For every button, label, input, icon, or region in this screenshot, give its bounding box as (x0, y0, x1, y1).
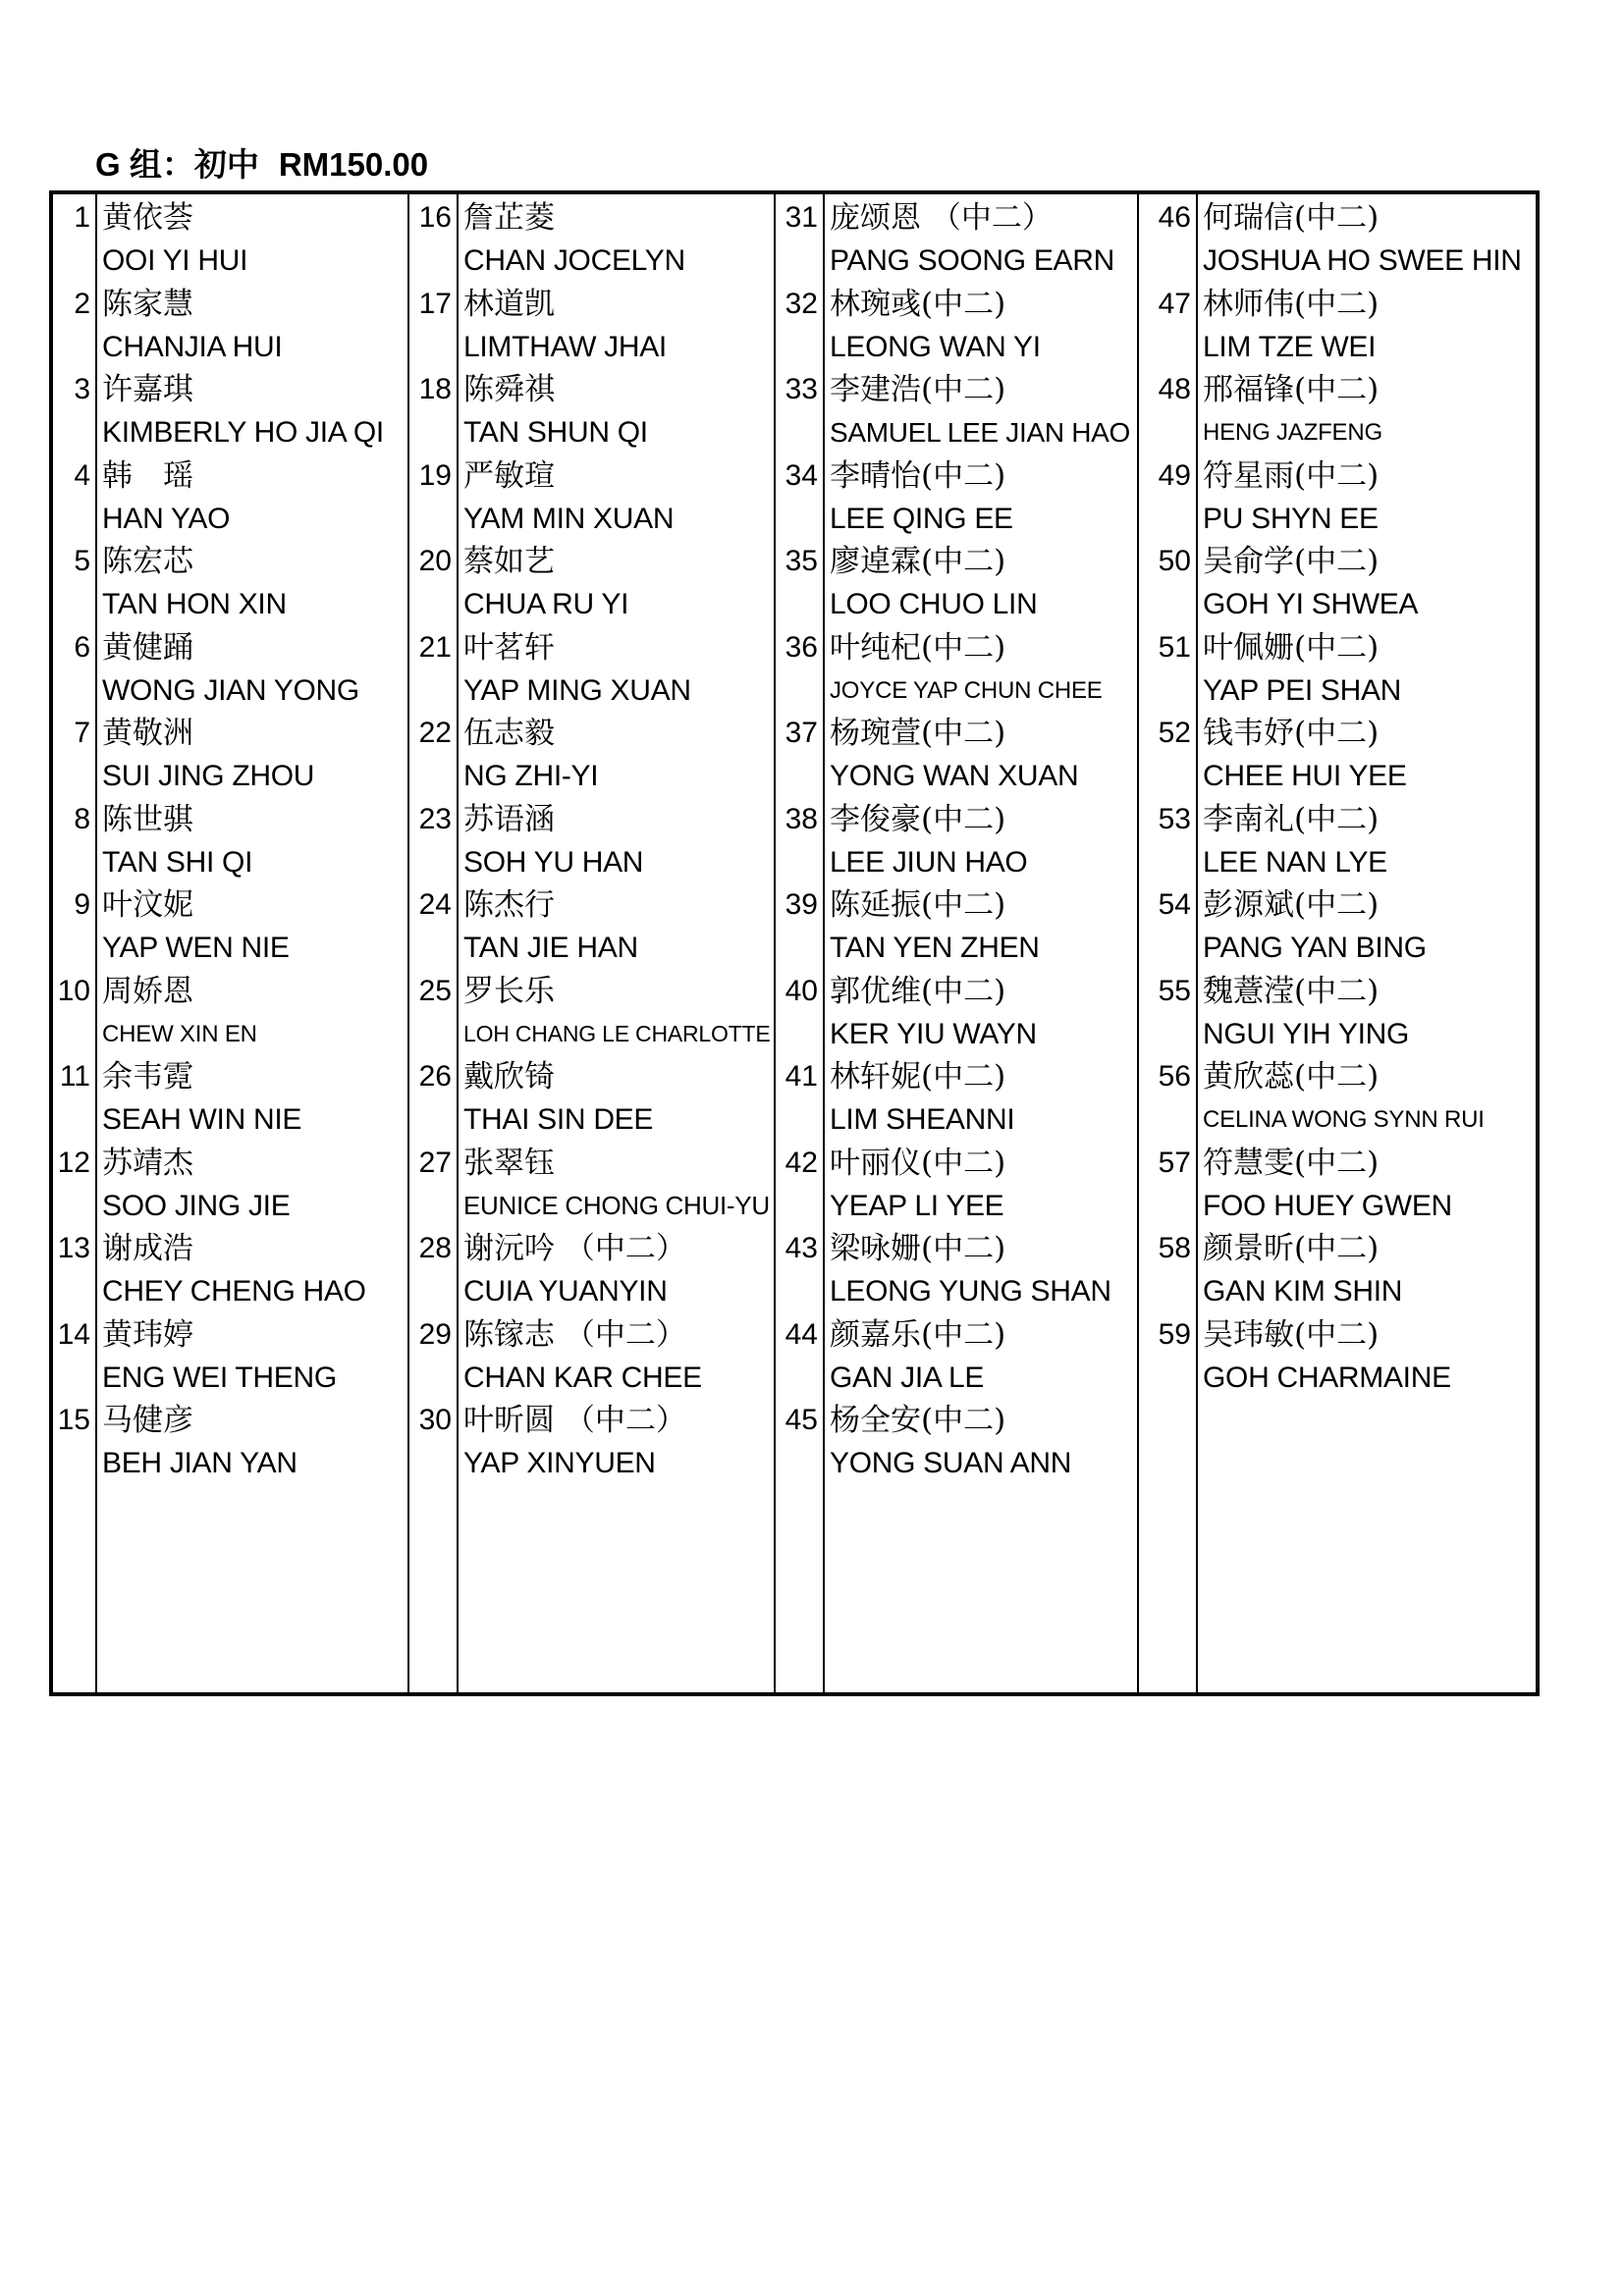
english-name: EUNICE CHONG CHUI-YU (463, 1190, 770, 1220)
list-item (102, 1142, 407, 1228)
list-item (1203, 368, 1536, 454)
list-item (1203, 712, 1536, 798)
chinese-name: 叶汶妮 (102, 887, 193, 923)
entry-number: 29 (418, 1317, 452, 1351)
english-name: WONG JIAN YONG (102, 673, 359, 707)
list-item (102, 1313, 407, 1400)
entry-number: 59 (1158, 1317, 1191, 1351)
chinese-name: 符星雨(中二) (1203, 457, 1380, 494)
list-item (830, 1399, 1137, 1485)
list-item (830, 368, 1137, 454)
english-name: TAN YEN ZHEN (830, 932, 1040, 964)
list-item (830, 798, 1137, 884)
english-name: JOSHUA HO SWEE HIN (1203, 244, 1522, 277)
chinese-name: 蔡如艺 (463, 544, 555, 579)
list-item (102, 283, 407, 369)
english-name: LEE JIUN HAO (830, 845, 1028, 879)
chinese-name: 李晴怡(中二) (830, 457, 1006, 494)
chinese-name: 吴俞学(中二) (1203, 544, 1380, 579)
english-name: GAN JIA LE (830, 1361, 985, 1394)
english-name: YAP MING XUAN (463, 673, 691, 707)
english-name: HAN YAO (102, 502, 231, 535)
chinese-name: 韩 瑶 (102, 457, 193, 494)
list-item (463, 798, 774, 884)
list-item (463, 540, 774, 626)
chinese-name: 颜景昕(中二) (1203, 1231, 1380, 1266)
roster-column-2 (409, 194, 776, 1692)
list-item (102, 1055, 407, 1142)
chinese-name: 李建浩(中二) (830, 372, 1006, 407)
name-column (825, 194, 1137, 1692)
group-label: G 组：初中 (95, 146, 259, 183)
list-item (1203, 798, 1536, 884)
entry-number: 10 (57, 974, 90, 1007)
entry-number: 18 (418, 373, 452, 405)
chinese-name: 黄敬洲 (102, 716, 193, 751)
chinese-name: 谢沅吟 （中二） (463, 1231, 686, 1266)
entry-number: 36 (785, 630, 818, 664)
list-item (102, 1399, 407, 1485)
chinese-name: 苏语涵 (463, 801, 555, 837)
chinese-name: 严敏瑄 (463, 457, 555, 494)
chinese-name: 李俊豪(中二) (830, 801, 1006, 837)
chinese-name: 苏靖杰 (102, 1145, 193, 1181)
prize-amount: RM150.00 (278, 146, 429, 183)
chinese-name: 马健彦 (102, 1403, 193, 1438)
english-name: GOH CHARMAINE (1203, 1361, 1451, 1394)
chinese-name: 叶佩姗(中二) (1203, 629, 1380, 666)
entry-number: 34 (785, 458, 818, 492)
entry-number: 32 (785, 287, 818, 320)
english-name: TAN HON XIN (102, 588, 287, 620)
chinese-name: 陈宏芯 (102, 544, 193, 579)
entry-number: 16 (418, 201, 452, 234)
entry-number: 38 (785, 802, 818, 835)
roster-column-1 (53, 194, 409, 1692)
entry-number: 6 (74, 630, 90, 664)
chinese-name: 伍志毅 (463, 716, 555, 751)
entry-number: 7 (74, 717, 90, 749)
chinese-name: 叶丽仪(中二) (830, 1145, 1006, 1181)
list-item (463, 196, 774, 283)
chinese-name: 林师伟(中二) (1203, 286, 1380, 322)
list-item (102, 196, 407, 283)
entry-number: 22 (418, 717, 452, 749)
page-title (95, 143, 428, 187)
chinese-name: 林琬彧(中二) (830, 286, 1006, 322)
english-name: THAI SIN DEE (463, 1103, 654, 1136)
list-item (463, 368, 774, 454)
english-name: KER YIU WAYN (830, 1017, 1037, 1050)
english-name: NG ZHI-YI (463, 760, 599, 792)
chinese-name: 陈舜祺 (463, 372, 555, 407)
entry-number: 25 (418, 974, 452, 1007)
entry-number: 58 (1158, 1232, 1191, 1264)
entry-number: 27 (418, 1146, 452, 1179)
english-name: YAP XINYUEN (463, 1447, 656, 1479)
list-item (830, 626, 1137, 713)
english-name: KIMBERLY HO JIA QI (102, 416, 384, 449)
entry-number: 57 (1158, 1146, 1191, 1179)
chinese-name: 余韦霓 (102, 1059, 193, 1095)
english-name: PU SHYN EE (1203, 502, 1379, 535)
english-name: CHAN KAR CHEE (463, 1361, 702, 1394)
english-name: CELINA WONG SYNN RUI (1203, 1106, 1485, 1133)
list-item (1203, 970, 1536, 1056)
english-name: GOH YI SHWEA (1203, 588, 1419, 620)
english-name: LEONG YUNG SHAN (830, 1275, 1111, 1308)
list-item (463, 283, 774, 369)
list-item (1203, 196, 1536, 283)
chinese-name: 陈世骐 (102, 801, 193, 837)
english-name: BEH JIAN YAN (102, 1447, 298, 1479)
list-item (830, 883, 1137, 970)
list-item (463, 454, 774, 541)
list-item (830, 1055, 1137, 1142)
chinese-name: 戴欣锜 (463, 1059, 555, 1095)
english-name: YEAP LI YEE (830, 1189, 1004, 1222)
entry-number: 37 (785, 717, 818, 749)
chinese-name: 钱韦妤(中二) (1203, 716, 1380, 751)
entry-number: 26 (418, 1060, 452, 1093)
entry-number: 3 (74, 373, 90, 405)
entry-number: 35 (785, 545, 818, 577)
english-name: CHANJIA HUI (102, 330, 283, 363)
chinese-name: 黄健踊 (102, 629, 193, 666)
entry-number: 43 (785, 1232, 818, 1264)
list-item (1203, 454, 1536, 541)
entry-number: 46 (1158, 201, 1191, 234)
entry-number: 51 (1158, 630, 1191, 664)
english-name: PANG YAN BING (1203, 932, 1427, 964)
list-item (463, 1227, 774, 1313)
list-item (830, 1142, 1137, 1228)
entry-number: 49 (1158, 458, 1191, 492)
english-name: SEAH WIN NIE (102, 1103, 302, 1136)
chinese-name: 彭源斌(中二) (1203, 887, 1380, 923)
entry-number: 42 (785, 1146, 818, 1179)
chinese-name: 林道凯 (463, 286, 555, 322)
list-item (102, 454, 407, 541)
list-item (830, 712, 1137, 798)
list-item (102, 970, 407, 1056)
english-name: CHEY CHENG HAO (102, 1275, 366, 1308)
english-name: PANG SOONG EARN (830, 244, 1114, 277)
english-name: LOO CHUO LIN (830, 588, 1038, 620)
number-column (776, 194, 825, 1692)
english-name: JOYCE YAP CHUN CHEE (830, 676, 1103, 704)
list-item (830, 196, 1137, 283)
chinese-name: 颜嘉乐(中二) (830, 1316, 1006, 1353)
entry-number: 28 (418, 1232, 452, 1264)
chinese-name: 林轩妮(中二) (830, 1059, 1006, 1095)
entry-number: 33 (785, 373, 818, 405)
english-name: LIMTHAW JHAI (463, 330, 667, 363)
list-item (830, 283, 1137, 369)
english-name: CUIA YUANYIN (463, 1275, 668, 1308)
english-name: CHEE HUI YEE (1203, 760, 1407, 792)
entry-number: 54 (1158, 888, 1191, 921)
list-item (463, 883, 774, 970)
entry-number: 21 (418, 630, 452, 664)
english-name: FOO HUEY GWEN (1203, 1189, 1452, 1222)
entry-number: 24 (418, 888, 452, 921)
entry-number: 55 (1158, 974, 1191, 1007)
list-item (830, 1313, 1137, 1400)
english-name: SOO JING JIE (102, 1189, 291, 1222)
english-name: LIM SHEANNI (830, 1103, 1015, 1136)
chinese-name: 李南礼(中二) (1203, 801, 1380, 837)
english-name: TAN JIE HAN (463, 932, 638, 964)
chinese-name: 詹芷菱 (463, 200, 555, 236)
entry-number: 41 (785, 1060, 818, 1093)
entry-number: 52 (1158, 717, 1191, 749)
list-item (1203, 1227, 1536, 1313)
entry-number: 48 (1158, 373, 1191, 405)
list-item (463, 1313, 774, 1400)
roster-column-4 (1139, 194, 1536, 1692)
chinese-name: 陈延振(中二) (830, 887, 1006, 923)
english-name: SOH YU HAN (463, 845, 644, 879)
list-item (102, 712, 407, 798)
english-name: CHUA RU YI (463, 588, 629, 620)
list-item (1203, 1055, 1536, 1142)
list-item (1203, 883, 1536, 970)
entry-number: 50 (1158, 545, 1191, 577)
entry-number: 19 (418, 458, 452, 492)
english-name: TAN SHUN QI (463, 416, 648, 449)
english-name: YONG WAN XUAN (830, 760, 1079, 792)
english-name: LIM TZE WEI (1203, 330, 1377, 363)
english-name: CHAN JOCELYN (463, 244, 685, 277)
list-item (830, 970, 1137, 1056)
list-item (102, 798, 407, 884)
entry-number: 39 (785, 888, 818, 921)
entry-number: 1 (74, 201, 90, 234)
list-item (463, 626, 774, 713)
entry-number: 31 (785, 201, 818, 234)
chinese-name: 叶茗轩 (463, 629, 555, 666)
roster-table (49, 190, 1540, 1696)
chinese-name: 郭优维(中二) (830, 973, 1006, 1009)
name-column (1198, 194, 1536, 1692)
english-name: LEONG WAN YI (830, 330, 1041, 363)
entry-number: 5 (74, 545, 90, 577)
list-item (1203, 283, 1536, 369)
entry-number: 40 (785, 974, 818, 1007)
chinese-name: 罗长乐 (463, 973, 555, 1009)
list-item (1203, 540, 1536, 626)
english-name: NGUI YIH YING (1203, 1017, 1410, 1050)
list-item (463, 1055, 774, 1142)
chinese-name: 黄玮婷 (102, 1316, 193, 1353)
english-name: SUI JING ZHOU (102, 760, 315, 792)
english-name: YAP WEN NIE (102, 932, 290, 964)
english-name: TAN SHI QI (102, 845, 253, 879)
list-item (102, 883, 407, 970)
list-item (102, 1227, 407, 1313)
chinese-name: 陈杰行 (463, 887, 555, 923)
chinese-name: 杨琬萱(中二) (830, 716, 1006, 751)
chinese-name: 陈家慧 (102, 286, 193, 322)
chinese-name: 黄依荟 (102, 200, 193, 236)
entry-number: 30 (418, 1404, 452, 1436)
roster-column-3 (776, 194, 1139, 1692)
list-item (463, 1142, 774, 1228)
list-item (1203, 626, 1536, 713)
entry-number: 20 (418, 545, 452, 577)
chinese-name: 叶昕圆 （中二） (463, 1403, 686, 1438)
entry-number: 56 (1158, 1060, 1191, 1093)
entry-number: 4 (74, 458, 90, 492)
chinese-name: 何瑞信(中二) (1203, 200, 1380, 236)
english-name: HENG JAZFENG (1203, 419, 1382, 446)
chinese-name: 谢成浩 (102, 1231, 193, 1266)
list-item (463, 712, 774, 798)
entry-number: 17 (418, 287, 452, 320)
chinese-name: 许嘉琪 (102, 372, 193, 407)
entry-number: 15 (57, 1404, 90, 1436)
chinese-name: 魏薏滢(中二) (1203, 973, 1380, 1009)
chinese-name: 杨全安(中二) (830, 1403, 1006, 1438)
english-name: SAMUEL LEE JIAN HAO (830, 417, 1131, 448)
english-name: YAM MIN XUAN (463, 502, 675, 535)
number-column (53, 194, 97, 1692)
list-item (102, 540, 407, 626)
chinese-name: 符慧雯(中二) (1203, 1145, 1380, 1181)
list-item (463, 1399, 774, 1485)
entry-number: 53 (1158, 802, 1191, 835)
entry-number: 23 (418, 802, 452, 835)
list-item (463, 970, 774, 1056)
list-item (1203, 1142, 1536, 1228)
entry-number: 8 (74, 802, 90, 835)
entry-number: 44 (785, 1317, 818, 1351)
english-name: YONG SUAN ANN (830, 1447, 1072, 1479)
entry-number: 11 (59, 1060, 90, 1093)
chinese-name: 吴玮敏(中二) (1203, 1316, 1380, 1353)
entry-number: 12 (57, 1146, 90, 1179)
chinese-name: 邢福锋(中二) (1203, 372, 1380, 407)
entry-number: 45 (785, 1404, 818, 1436)
chinese-name: 廖逴霖(中二) (830, 544, 1006, 579)
chinese-name: 张翠钰 (463, 1145, 555, 1181)
list-item (102, 626, 407, 713)
entry-number: 9 (74, 888, 90, 921)
entry-number: 13 (57, 1232, 90, 1264)
chinese-name: 叶纯杞(中二) (830, 629, 1006, 666)
english-name: ENG WEI THENG (102, 1361, 337, 1394)
entry-number: 47 (1158, 287, 1191, 320)
list-item (830, 1227, 1137, 1313)
name-column (97, 194, 407, 1692)
english-name: CHEW XIN EN (102, 1020, 257, 1047)
chinese-name: 陈镓志 （中二） (463, 1316, 686, 1353)
list-item (830, 540, 1137, 626)
english-name: GAN KIM SHIN (1203, 1275, 1403, 1308)
list-item (1203, 1313, 1536, 1400)
entry-number: 2 (74, 287, 90, 320)
english-name: YAP PEI SHAN (1203, 673, 1402, 707)
chinese-name: 梁咏姗(中二) (830, 1231, 1006, 1266)
list-item (830, 454, 1137, 541)
english-name: LEE QING EE (830, 502, 1013, 535)
name-column (459, 194, 774, 1692)
list-item (102, 368, 407, 454)
number-column (1139, 194, 1198, 1692)
english-name: OOI YI HUI (102, 244, 248, 277)
number-column (409, 194, 459, 1692)
english-name: LOH CHANG LE CHARLOTTE (463, 1020, 771, 1046)
chinese-name: 庞颂恩 （中二） (830, 200, 1053, 236)
english-name: LEE NAN LYE (1203, 845, 1387, 879)
chinese-name: 黄欣蕊(中二) (1203, 1059, 1380, 1095)
entry-number: 14 (57, 1317, 90, 1351)
chinese-name: 周娇恩 (102, 973, 193, 1009)
